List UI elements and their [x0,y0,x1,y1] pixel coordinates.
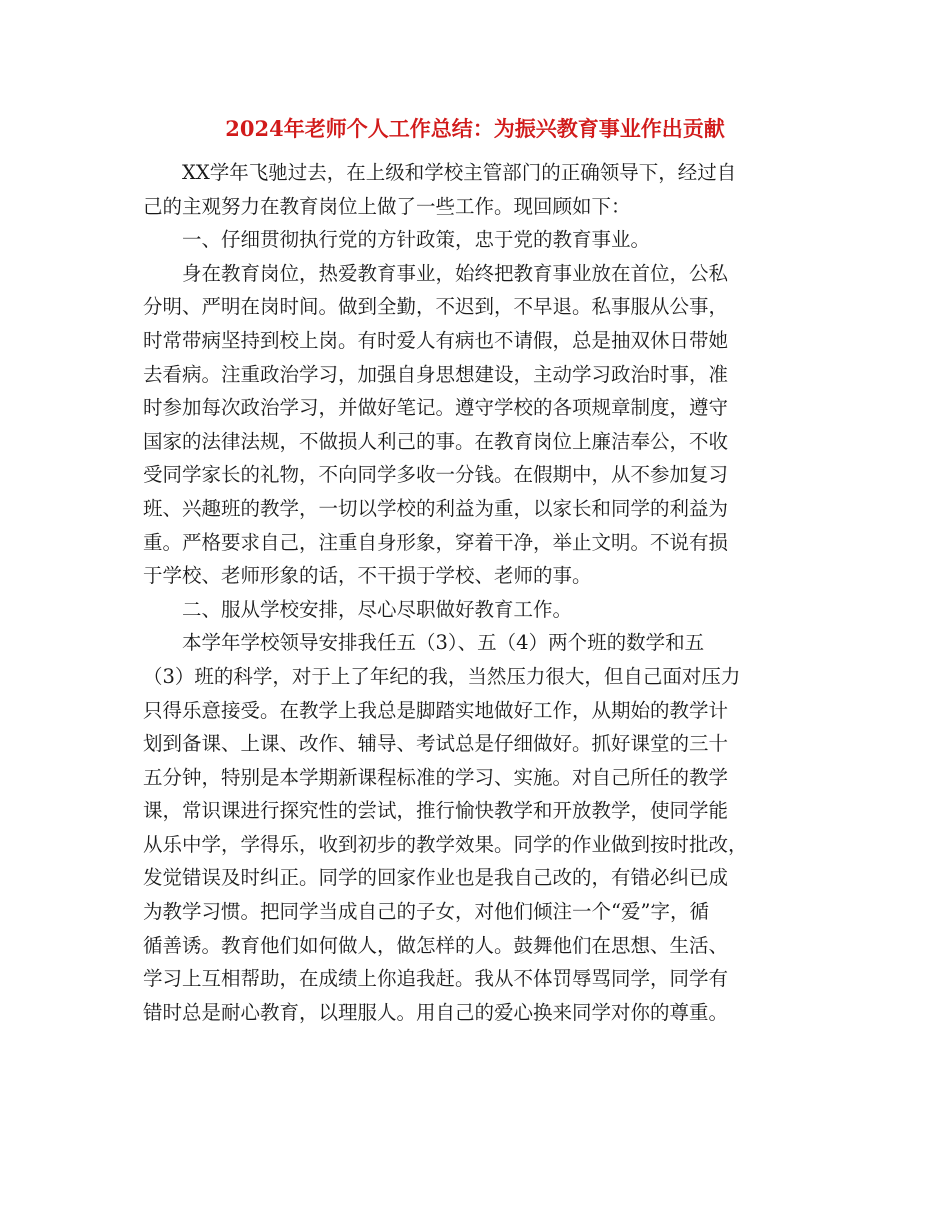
paragraph-line: 去看病。注重政治学习，加强自身思想建设，主动学习政治时事，准 [143,362,729,386]
paragraph-line: 划到备课、上课、改作、辅导、考试总是仔细做好。抓好课堂的三十 [143,732,729,756]
paragraph-line: 课，常识课进行探究性的尝试，推行愉快教学和开放教学，使同学能 [143,799,729,823]
paragraph-line: 受同学家长的礼物，不向同学多收一分钱。在假期中，从不参加复习 [143,463,729,487]
paragraph-line: 错时总是耐心教育，以理服人。用自己的爱心换来同学对你的尊重。 [143,1000,729,1024]
paragraph-line: 身在教育岗位，热爱教育事业，始终把教育事业放在首位，公私 [182,261,729,285]
paragraph-line: 五分钟，特别是本学期新课程标准的学习、实施。对自己所任的教学 [143,765,729,789]
paragraph-line: 循善诱。教育他们如何做人，做怎样的人。鼓舞他们在思想、生活、 [143,933,729,957]
paragraph-line: 发觉错误及时纠正。同学的回家作业也是我自己改的，有错必纠已成 [143,866,729,890]
paragraph-line: 己的主观努力在教育岗位上做了一些工作。现回顾如下： [143,194,631,218]
paragraph-line: 班、兴趣班的教学，一切以学校的利益为重，以家长和同学的利益为 [143,496,729,520]
paragraph-line: 于学校、老师形象的话，不干损于学校、老师的事。 [143,564,592,588]
paragraph-line: （3）班的科学，对于上了年纪的我，当然压力很大，但自己面对压力 [143,664,741,688]
paragraph-line: XX学年飞驰过去，在上级和学校主管部门的正确领导下，经过自 [182,161,737,184]
section-heading-2: 二、服从学校安排，尽心尽职做好教育工作。 [182,597,573,621]
paragraph-line: 时参加每次政治学习，并做好笔记。遵守学校的各项规章制度，遵守 [143,396,729,420]
paragraph-line: 学习上互相帮助，在成绩上你追我赶。我从不体罚辱骂同学，同学有 [143,967,729,991]
paragraph-line: 国家的法律法规，不做损人利己的事。在教育岗位上廉洁奉公，不收 [143,429,729,453]
paragraph-line: 重。严格要求自己，注重自身形象，穿着干净，举止文明。不说有损 [143,530,729,554]
section-heading-1: 一、仔细贯彻执行党的方针政策，忠于党的教育事业。 [182,228,651,252]
paragraph-line: 为教学习惯。把同学当成自己的子女，对他们倾注一个“爱”字，循 [143,900,709,924]
paragraph-line: 从乐中学，学得乐，收到初步的教学效果。同学的作业做到按时批改， [143,832,748,856]
document-title: 2024年老师个人工作总结：为振兴教育事业作出贡献 [225,116,725,141]
paragraph-line: 分明、严明在岗时间。做到全勤，不迟到，不早退。私事服从公事， [143,295,729,319]
paragraph-line: 只得乐意接受。在教学上我总是脚踏实地做好工作，从期始的教学计 [143,698,729,722]
paragraph-line: 本学年学校领导安排我任五（3）、五（4）两个班的数学和五 [182,631,705,655]
document-body [143,156,803,1029]
paragraph-line: 时常带病坚持到校上岗。有时爱人有病也不请假，总是抽双休日带她 [143,328,729,352]
